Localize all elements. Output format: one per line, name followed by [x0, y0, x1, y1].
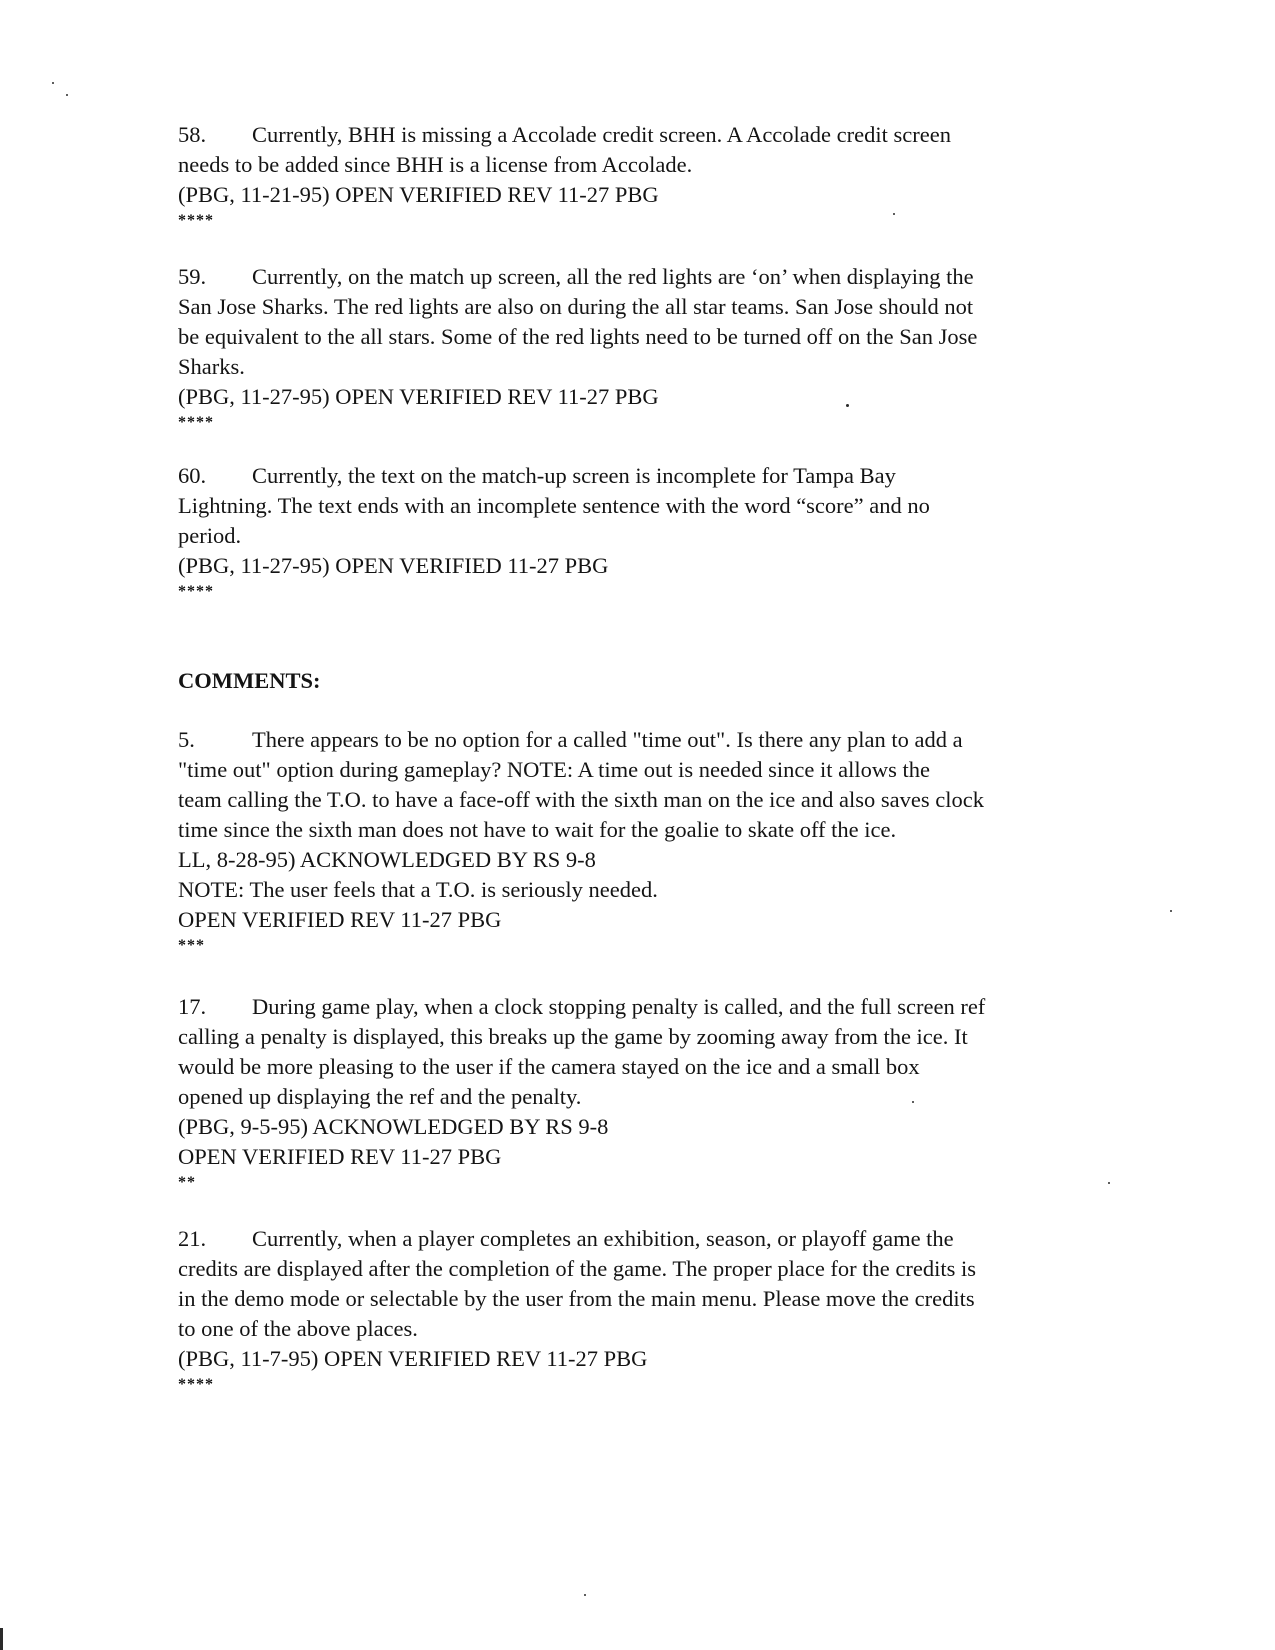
item-text-line: Currently, on the match up screen, all the red lights are ‘on’ when displaying the — [252, 264, 974, 289]
item-text-line: time since the sixth man does not have to wait for the goalie to skate off the ice. — [178, 817, 897, 842]
scan-speck — [912, 1101, 914, 1103]
separator-stars: *** — [178, 937, 205, 954]
scan-speck — [66, 94, 68, 96]
item-text-line: credits are displayed after the completion of the game. The proper place for the credits is — [178, 1256, 977, 1281]
item-status-line: (PBG, 9-5-95) ACKNOWLEDGED BY RS 9-8 — [178, 1114, 609, 1139]
item-number: 60. — [178, 463, 207, 488]
item-status-line: (PBG, 11-27-95) OPEN VERIFIED 11-27 PBG — [178, 553, 609, 578]
scan-edge-mark — [0, 1628, 3, 1650]
item-note-line: NOTE: The user feels that a T.O. is seriously needed. — [178, 877, 658, 902]
item-text-line: period. — [178, 523, 242, 548]
scan-speck — [1108, 1182, 1110, 1184]
scan-speck — [846, 404, 849, 407]
item-text-line: calling a penalty is displayed, this breaks up the game by zooming away from the ice. It — [178, 1024, 968, 1049]
item-status-line: (PBG, 11-7-95) OPEN VERIFIED REV 11-27 PBG — [178, 1346, 648, 1371]
item-status-line: (PBG, 11-27-95) OPEN VERIFIED REV 11-27 PBG — [178, 384, 659, 409]
item-text-line: Currently, BHH is missing a Accolade credit screen. A Accolade credit screen — [252, 122, 951, 147]
item-number: 21. — [178, 1226, 207, 1251]
item-text-line: San Jose Sharks. The red lights are also on during the all star teams. San Jose should not — [178, 294, 974, 319]
item-number: 59. — [178, 264, 207, 289]
item-text-line: Currently, when a player completes an exhibition, season, or playoff game the — [252, 1226, 954, 1251]
item-59 — [178, 262, 1098, 432]
scan-speck — [893, 213, 895, 215]
item-text-line: would be more pleasing to the user if the camera stayed on the ice and a small box — [178, 1054, 920, 1079]
item-text-line: Currently, the text on the match-up screen is incomplete for Tampa Bay — [252, 463, 896, 488]
item-status-line: LL, 8-28-95) ACKNOWLEDGED BY RS 9-8 — [178, 847, 596, 872]
comment-17 — [178, 992, 1098, 1192]
item-number: 5. — [178, 727, 195, 752]
item-text-line: to one of the above places. — [178, 1316, 418, 1341]
comments-section — [178, 666, 1098, 696]
separator-stars: **** — [178, 1376, 214, 1393]
item-text-line: team calling the T.O. to have a face-off with the sixth man on the ice and also saves clock — [178, 787, 984, 812]
scan-speck — [584, 1594, 586, 1596]
separator-stars: **** — [178, 414, 214, 431]
item-status-line: OPEN VERIFIED REV 11-27 PBG — [178, 1144, 502, 1169]
scan-speck — [52, 82, 54, 84]
item-text-line: There appears to be no option for a called "time out". Is there any plan to add a — [252, 727, 963, 752]
item-text-line: Lightning. The text ends with an incomplete sentence with the word “score” and no — [178, 493, 930, 518]
item-text-line: Sharks. — [178, 354, 245, 379]
item-text-line: opened up displaying the ref and the penalty. — [178, 1084, 582, 1109]
item-text-line: needs to be added since BHH is a license from Accolade. — [178, 152, 693, 177]
comment-5 — [178, 725, 1098, 955]
separator-stars: ** — [178, 1174, 196, 1191]
item-text-line: in the demo mode or selectable by the user from the main menu. Please move the credits — [178, 1286, 975, 1311]
scan-speck — [1170, 910, 1172, 912]
item-60 — [178, 461, 1098, 601]
item-status-line: OPEN VERIFIED REV 11-27 PBG — [178, 907, 502, 932]
separator-stars: **** — [178, 212, 214, 229]
item-number: 17. — [178, 994, 207, 1019]
separator-stars: **** — [178, 583, 214, 600]
item-text-line: be equivalent to the all stars. Some of the red lights need to be turned off on the San Jose — [178, 324, 978, 349]
comment-21 — [178, 1224, 1098, 1394]
item-58 — [178, 120, 1098, 230]
item-status-line: (PBG, 11-21-95) OPEN VERIFIED REV 11-27 PBG — [178, 182, 659, 207]
item-text-line: During game play, when a clock stopping penalty is called, and the full screen ref — [252, 994, 986, 1019]
comments-heading: COMMENTS: — [178, 668, 321, 693]
item-number: 58. — [178, 122, 207, 147]
item-text-line: "time out" option during gameplay? NOTE: A time out is needed since it allows the — [178, 757, 930, 782]
